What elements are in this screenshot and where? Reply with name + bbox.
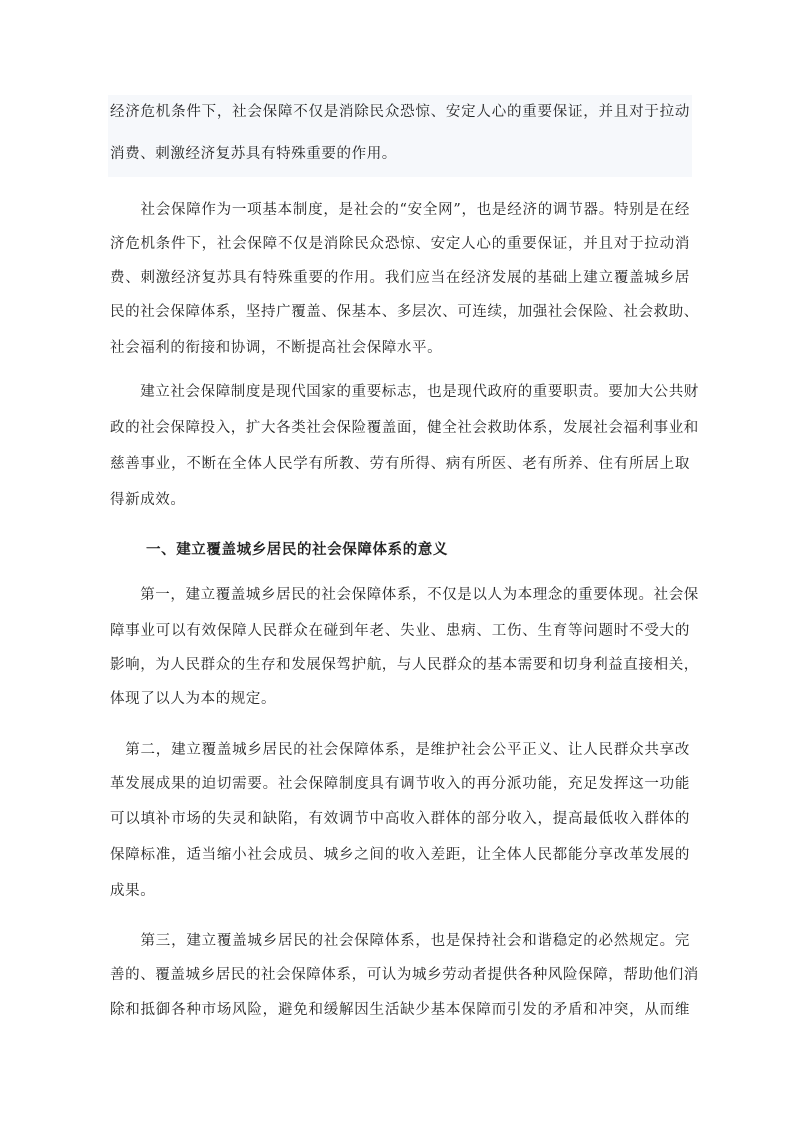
paragraph-line: 社会福利的衔接和协调，不断提高社会保障水平。: [110, 340, 443, 356]
paragraph-line: 革发展成果的迫切需要。社会保障制度具有调节收入的再分派功能，充足发挥这一功能: [110, 776, 690, 792]
paragraph-line: 善的、覆盖城乡居民的社会保障体系，可认为城乡劳动者提供各种风险保障，帮助他们消: [110, 967, 699, 983]
paragraph-line: 济危机条件下，社会保障不仅是消除民众恐惊、安定人心的重要保证，并且对于拉动消: [110, 236, 690, 252]
section-heading: 一、建立覆盖城乡居民的社会保障体系的意义: [146, 542, 448, 558]
highlight-line: 消费、刺激经济复苏具有特殊重要的作用。: [110, 146, 397, 162]
paragraph-line: 建立社会保障制度是现代国家的重要标志，也是现代政府的重要职责。要加大公共财: [110, 384, 699, 400]
paragraph-line: 成果。: [110, 883, 156, 899]
paragraph-line: 慈善事业，不断在全体人民学有所教、劳有所得、病有所医、老有所养、住有所居上取: [110, 456, 690, 472]
paragraph-line: 第二，建立覆盖城乡居民的社会保障体系，是维护社会公平正义、让人民群众共享改: [110, 742, 690, 758]
paragraph-line: 得新成效。: [110, 492, 186, 508]
paragraph-line: 第一，建立覆盖城乡居民的社会保障体系，不仅是以人为本理念的重要体现。社会保: [110, 587, 699, 603]
paragraph-line: 社会保障作为一项基本制度，是社会的“安全网”，也是经济的调节器。特别是在经: [110, 202, 690, 218]
paragraph-line: 体现了以人为本的规定。: [110, 691, 277, 707]
paragraph-line: 保障标准，适当缩小社会成员、城乡之间的收入差距，让全体人民都能分享改革发展的: [110, 847, 690, 863]
paragraph-line: 除和抵御各种市场风险，避免和缓解因生活缺少基本保障而引发的矛盾和冲突，从而维: [110, 1002, 690, 1018]
paragraph-line: 可以填补市场的失灵和缺陷，有效调节中高收入群体的部分收入，提高最低收入群体的: [110, 811, 690, 827]
paragraph-line: 第三，建立覆盖城乡居民的社会保障体系，也是保持社会和谐稳定的必然规定。完: [110, 933, 690, 949]
highlight-line: 经济危机条件下，社会保障不仅是消除民众恐惊、安定人心的重要保证，并且对于拉动: [110, 104, 690, 120]
paragraph-line: 影响，为人民群众的生存和发展保驾护航，与人民群众的基本需要和切身利益直接相关，: [110, 657, 699, 673]
paragraph-line: 费、刺激经济复苏具有特殊重要的作用。我们应当在经济发展的基础上建立覆盖城乡居: [110, 270, 690, 286]
paragraph-line: 政的社会保障投入，扩大各类社会保险覆盖面，健全社会救助体系，发展社会福利事业和: [110, 420, 699, 436]
paragraph-line: 障事业可以有效保障人民群众在碰到年老、失业、患病、工伤、生育等问题时不受大的: [110, 623, 690, 639]
paragraph-line: 民的社会保障体系，坚持广覆盖、保基本、多层次、可连续，加强社会保险、社会救助、: [110, 304, 699, 320]
